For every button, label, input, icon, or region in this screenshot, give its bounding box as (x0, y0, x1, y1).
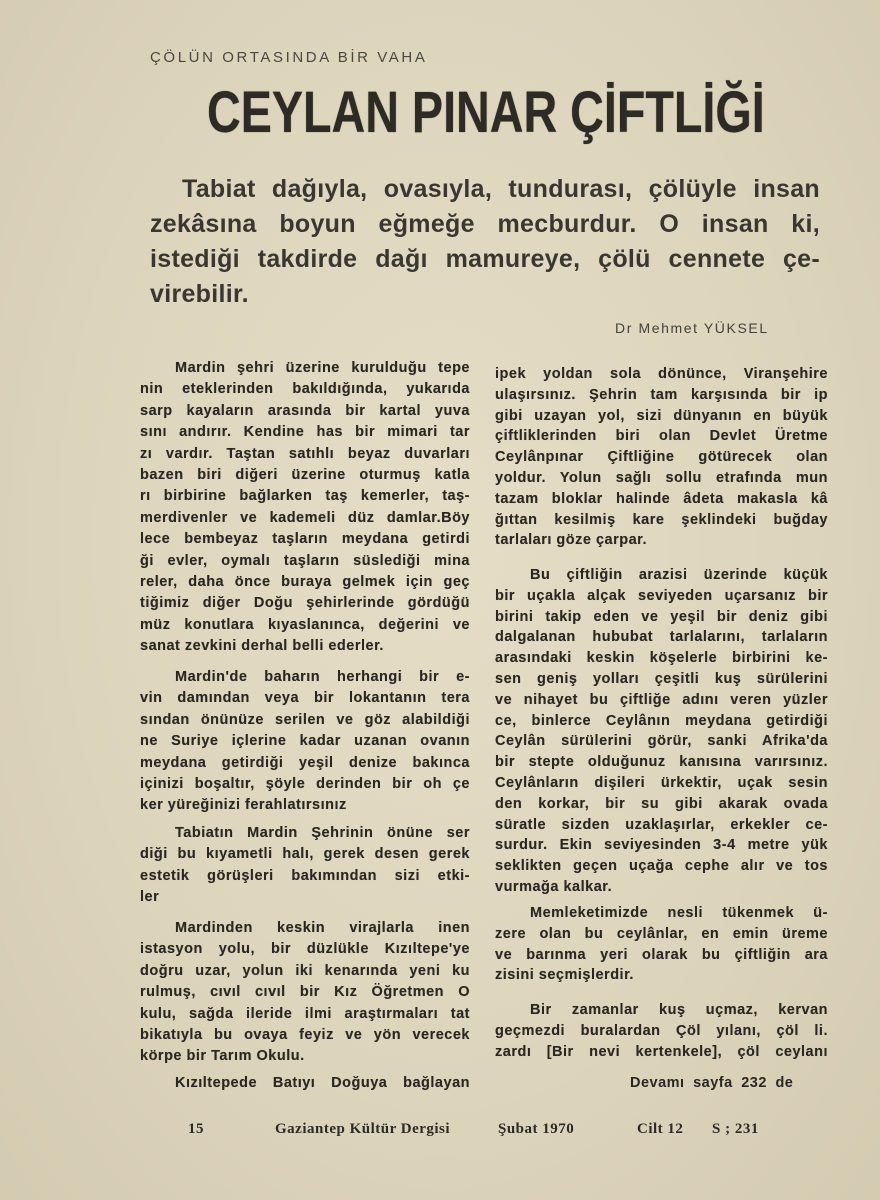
text-line: sen geniş yolları çeşitli kuş sürülerini (495, 670, 828, 687)
text-line: Mardin'de baharın herhangi bir e- (175, 669, 470, 685)
text-line: Mardinden keskin virajlarla inen (175, 920, 470, 936)
left-column-paragraph-1 (140, 358, 470, 658)
text-line: bir stepte olduğunuz kanısına varırsınız. (495, 754, 828, 771)
text-line: istasyon yolu, bir düzlükle Kızıltepe'ye (140, 941, 470, 958)
text-line: bir uçakla alçak seviyeden uçarsanız bir (495, 587, 828, 604)
left-column-paragraph-2 (140, 667, 470, 817)
text-line: Tabiatın Mardin Şehrinin önüne ser (175, 825, 470, 841)
text-line: vurmağa kalkar. (495, 878, 613, 895)
text-line: birini takip eden ve yeşil bir deniz gibi (495, 608, 828, 625)
issue-number: S ; 231 (712, 1121, 759, 1137)
text-line: reler, daha önce buraya gelmek için geç (140, 574, 470, 591)
text-line: kulu, sağda ileride ilmi araştırmaları tat (140, 1005, 470, 1022)
text-line: sanat zevkini derhal belli ederler. (140, 638, 384, 655)
text-line: den korkar, bir su gibi akarak ovada (495, 795, 828, 812)
text-line: ve barınma yeri olarak bu çiftliğin ara (495, 946, 828, 963)
text-line: çiftliklerinden biri olan Devlet Üretme (495, 428, 828, 445)
text-line: Ceylân sürülerini görür, sanki Afrika'da (495, 733, 828, 750)
right-column-paragraph-3 (495, 903, 828, 986)
text-line: tazam bloklar halinde âdeta makasla kâ (495, 490, 828, 507)
text-line: süratle sizden uzaklaşırlar, erkekler ce- (495, 816, 828, 833)
text-line: dalgalanan hububat tarlalarını, tarlaların (495, 629, 828, 646)
left-column-paragraph-3 (140, 823, 470, 909)
article-title: CEYLAN PINAR ÇİFTLİĞİ (207, 80, 765, 145)
text-line: istediği takdirde dağı mamureye, çölü cennete çe- (150, 245, 820, 273)
text-line: surdur. Ekin seviyesinden 3-4 metre yük (495, 837, 828, 854)
text-line: merdivenler ve kademeli düz damlar.Böy (140, 509, 470, 526)
text-line: körpe bir Tarım Okulu. (140, 1048, 305, 1065)
text-line: bazen biri diğeri üzerine oturmuş katla (140, 467, 470, 484)
text-line: rulmuş, cıvıl cıvıl bir Kız Öğretmen O (140, 984, 470, 1001)
text-line: ler (140, 889, 160, 906)
right-column-paragraph-2 (495, 565, 828, 898)
text-line: ker yüreğinizi ferahlatırsınız (140, 797, 347, 814)
text-line: virebilir. (150, 280, 249, 308)
article-kicker: ÇÖLÜN ORTASINDA BİR VAHA (150, 49, 428, 66)
text-line: Ceylânpınar Çiftliğine götürecek olan (495, 449, 828, 466)
text-line: zı vardır. Taştan satıhlı beyaz duvarları (140, 445, 470, 462)
text-line: geçmezdi buralardan Çöl yılanı, çöl li. (495, 1022, 828, 1039)
page-number: 15 (188, 1121, 204, 1137)
text-line: ği evler, oymalı taşların süslediği mina (140, 552, 470, 569)
text-line: Memleketimizde nesli tükenmek ü- (530, 905, 828, 921)
text-line: zekâsına boyun eğmeğe mecburdur. O insan ki, (150, 210, 820, 238)
text-line: rı birbirine bağlarken taş kemerler, taş- (140, 488, 470, 505)
continued-on-page-note: Devamı sayfa 232 de (630, 1075, 794, 1091)
text-line: tiğimiz diğer Doğu şehirlerinde gördüğü (140, 595, 470, 612)
author-byline: Dr Mehmet YÜKSEL (615, 320, 769, 336)
text-line: zere olan bu ceylânlar, en emin üreme (495, 925, 828, 942)
text-line: ce, binlerce Ceylânın meydana getirdiği (495, 712, 828, 729)
text-line: diği bu kıyametli halı, gerek desen gerek (140, 846, 470, 863)
text-line: meydana getirdiği yeşil denize bakınca (140, 754, 470, 771)
text-line: Bir zamanlar kuş uçmaz, kervan (530, 1002, 828, 1018)
text-line: Ceylânların dişileri ürkektir, uçak sesin (495, 774, 828, 791)
text-line: ne Suriye içlerine kadar uzanan ovanın (140, 733, 470, 750)
text-line: lece bembeyaz taşların meydana getirdi (140, 531, 470, 548)
volume-number: Cilt 12 (637, 1121, 684, 1137)
text-line: bikatıyla bu ovaya feyiz ve yön verecek (140, 1027, 470, 1044)
text-line: ve nihayet bu çiftliğe adını veren yüzler (495, 691, 828, 708)
text-line: sından önünüze serilen ve göz alabildiği (140, 711, 470, 728)
text-line: zardı [Bir nevi kertenkele], çöl ceylanı (495, 1043, 828, 1060)
publication-name: Gaziantep Kültür Dergisi (275, 1121, 451, 1137)
text-line: yoldur. Yolun sağlı sollu etrafında mun (495, 469, 828, 486)
issue-date: Şubat 1970 (498, 1121, 575, 1137)
text-line: nin eteklerinden bakıldığında, yukarıda (140, 381, 470, 398)
text-line: seklikten geçen uçağa cephe alır ve tos (495, 858, 828, 875)
text-line: tarlaları göze çarpar. (495, 532, 648, 549)
text-line: müz konutlara kıyaslanınca, değerini ve (140, 616, 470, 633)
text-line: ulaşırsınız. Şehrin tam karşısında bir ip (495, 386, 828, 403)
text-line: gibi uzayan yol, sizi dünyanın en büyük (495, 407, 828, 424)
text-line: sarp kayaların arasında bir kartal yuva (140, 402, 470, 419)
text-line: içinizi boşaltır, şöyle derinden bir oh çe (140, 776, 470, 793)
text-line: Kızıltepede Batıyı Doğuya bağlayan (175, 1075, 470, 1091)
text-line: doğru uzar, yolun iki kenarında yeni ku (140, 962, 470, 979)
left-column-paragraph-4 (140, 918, 470, 1068)
text-line: ğıttan kesilmiş kare şeklindeki buğday (495, 511, 828, 528)
text-line: sını andırır. Kendine has bir mimari tar (140, 424, 470, 441)
right-column-paragraph-1 (495, 364, 828, 551)
left-column-paragraph-5 (140, 1073, 470, 1094)
text-line: Mardin şehri üzerine kurulduğu tepe (175, 360, 470, 376)
text-line: Bu çiftliğin arazisi üzerinde küçük (530, 567, 828, 583)
article-lead (150, 172, 820, 312)
text-line: estetik görüşleri bakımından sizi etki- (140, 867, 470, 884)
text-line: zisini seçmişlerdir. (495, 967, 634, 984)
text-line: vin damından veya bir lokantanın tera (140, 690, 470, 707)
text-line: arasındaki keskin köşelerle birbirini ke- (495, 650, 828, 667)
text-line: ipek yoldan sola dönünce, Viranşehire (495, 366, 828, 382)
right-column-paragraph-4 (495, 1000, 828, 1062)
text-line: Tabiat dağıyla, ovasıyla, tundurası, çölüyle insan (182, 175, 820, 203)
